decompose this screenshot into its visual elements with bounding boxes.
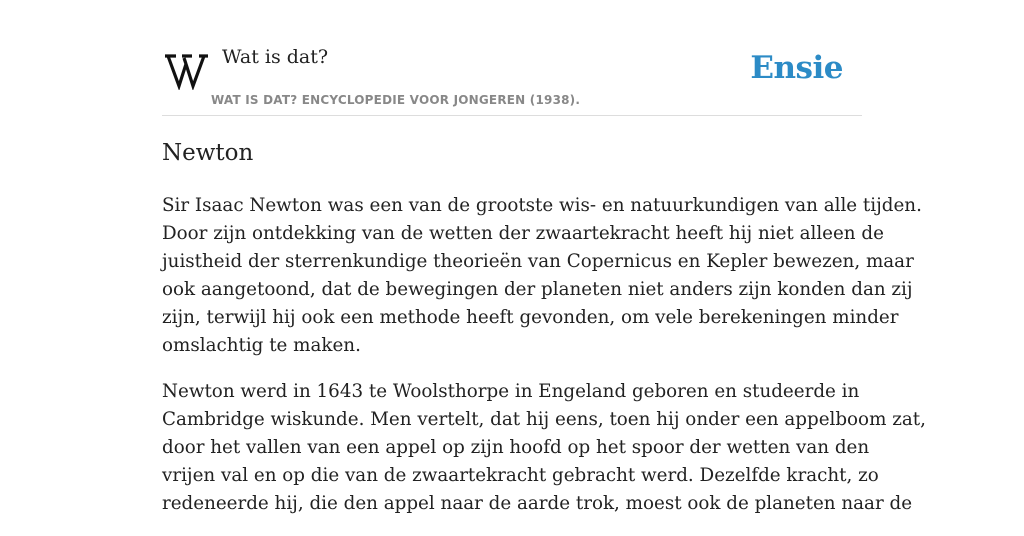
wikipedia-w-icon[interactable] (164, 50, 208, 90)
page-container (162, 0, 926, 514)
site-header (162, 0, 862, 116)
paragraph-line: omslachtig te maken. (162, 335, 361, 356)
paragraph-line: door het vallen van een appel op zijn hoofd op het spoor der wetten van den (162, 437, 870, 458)
paragraph-line: Sir Isaac Newton was een van de grootste wis- en natuurkundigen van alle tijden. (162, 195, 922, 216)
article-title: Newton (162, 140, 254, 166)
site-subtitle: WAT IS DAT? ENCYCLOPEDIE VOOR JONGEREN (1938). (211, 93, 581, 107)
paragraph-line: zijn, terwijl hij ook een methode heeft gevonden, om vele berekeningen minder (162, 307, 899, 328)
paragraph-line: redeneerde hij, die den appel naar de aarde trok, moest ook de planeten naar de (162, 493, 913, 514)
paragraph-line: Newton werd in 1643 te Woolsthorpe in Engeland geboren en studeerde in (162, 381, 860, 402)
article-body (162, 192, 926, 536)
paragraph (162, 192, 922, 360)
site-title[interactable]: Wat is dat? (222, 46, 329, 68)
paragraph-line: Door zijn ontdekking van de wetten der zwaartekracht heeft hij niet alleen de (162, 223, 884, 244)
paragraph-line: juistheid der sterrenkundige theorieën van Copernicus en Kepler bewezen, maar (162, 251, 914, 272)
paragraph-line: Cambridge wiskunde. Men vertelt, dat hij eens, toen hij onder een appelboom zat, (162, 409, 926, 430)
paragraph-line: ook aangetoond, dat de bewegingen der planeten niet anders zijn konden dan zij (162, 279, 913, 300)
ensie-brand-link[interactable]: Ensie (750, 50, 843, 86)
paragraph (162, 378, 926, 518)
paragraph-line: vrijen val en op die van de zwaartekracht gebracht werd. Dezelfde kracht, zo (162, 465, 879, 486)
